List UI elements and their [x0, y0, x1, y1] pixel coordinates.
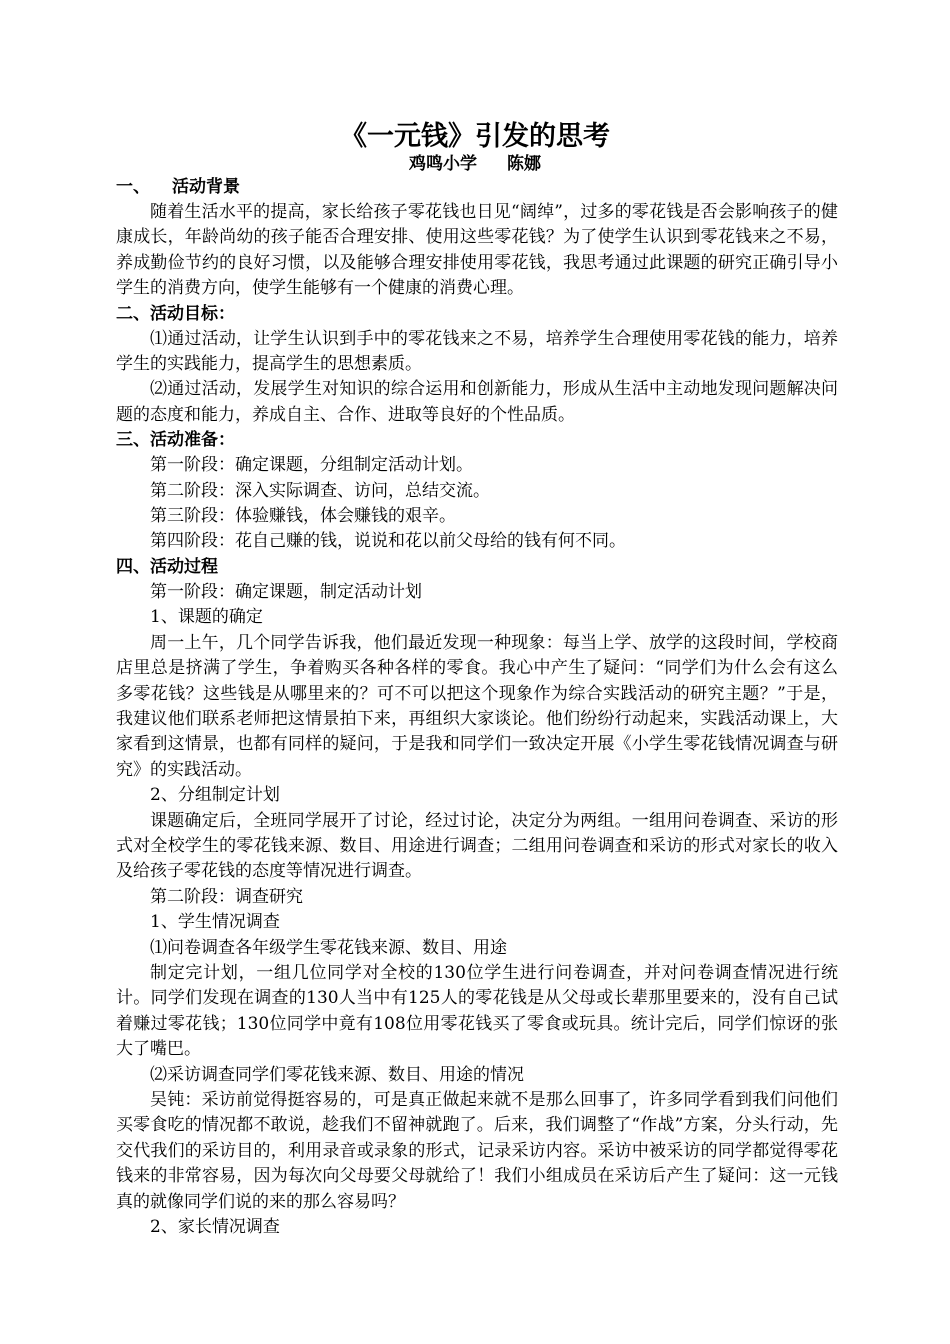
paragraph: 1、学生情况调查 — [150, 912, 280, 933]
paragraph: 制定完计划，一组几位同学对全校的130位学生进行问卷调查，并对问卷调查情况进行统计。同学们发现在调查的130人当中有125人的零花钱是从父母或长辈那里要来的，没有自己试着赚过零花钱；130位同学中竟有108位用零花钱买了零食或玩具。统计完后，同学们惊讶的张大了嘴巴。 — [116, 962, 838, 1060]
paragraph: 第一阶段：确定课题，分组制定活动计划。 — [150, 455, 473, 476]
paragraph: 第三阶段：体验赚钱，体会赚钱的艰辛。 — [150, 506, 456, 527]
paragraph: 第二阶段：深入实际调查、访问，总结交流。 — [150, 480, 490, 501]
paragraph: 第四阶段：花自己赚的钱，说说和花以前父母给的钱有何不同。 — [150, 531, 626, 552]
section-label: 活动背景 — [172, 177, 240, 197]
section-heading-goals: 二、活动目标： — [116, 303, 235, 324]
author-name: 陈娜 — [507, 154, 541, 174]
author-school: 鸡鸣小学 — [409, 154, 477, 174]
document-body — [116, 175, 838, 1240]
section-number: 一、 — [116, 177, 150, 197]
paragraph: ⑵通过活动，发展学生对知识的综合运用和创新能力，形成从生活中主动地发现问题解决问题的态度和能力，养成自主、合作、进取等良好的个性品质。 — [116, 379, 838, 425]
section-heading-process: 四、活动过程 — [116, 556, 218, 577]
paragraph: 2、家长情况调查 — [150, 1217, 280, 1238]
paragraph: 周一上午，几个同学告诉我，他们最近发现一种现象：每当上学、放学的这段时间，学校商店里总是挤满了学生，争着购买各种各样的零食。我心中产生了疑问：“同学们为什么会有这么多零花钱？这些钱是从哪里来的？可不可以把这个现象作为综合实践活动的研究主题？”于是，我建议他们联系老师把这情景拍下来，再组织大家谈论。他们纷纷行动起来，实践活动课上，大家看到这情景，也都有同样的疑问，于是我和同学们一致决定开展《小学生零花钱情况调查与研究》的实践活动。 — [116, 632, 838, 780]
paragraph: 第二阶段：调查研究 — [150, 886, 303, 907]
paragraph: 1、课题的确定 — [150, 607, 263, 628]
paragraph: ⑴问卷调查各年级学生零花钱来源、数目、用途 — [150, 937, 507, 958]
document-title: 《一元钱》引发的思考 — [340, 121, 610, 152]
author-line — [0, 153, 950, 175]
paragraph: ⑵采访调查同学们零花钱来源、数目、用途的情况 — [150, 1064, 524, 1085]
paragraph: ⑴通过活动，让学生认识到手中的零花钱来之不易，培养学生合理使用零花钱的能力，培养学生的实践能力，提高学生的思想素质。 — [116, 328, 838, 375]
section-heading-background — [116, 175, 838, 200]
paragraph: 2、分组制定计划 — [150, 785, 280, 806]
paragraph: 吴钝：采访前觉得挺容易的，可是真正做起来就不是那么回事了，许多同学看到我们问他们买零食吃的情况都不敢说，趁我们不留神就跑了。后来，我们调整了“作战”方案，分头行动，先交代我们的采访目的，利用录音或录象的形式，记录采访内容。采访中被采访的同学都觉得零花钱来的非常容易，因为每次向父母要父母就给了！我们小组成员在采访后产生了疑问：这一元钱真的就像同学们说的来的那么容易吗？ — [116, 1090, 838, 1212]
section-heading-preparation: 三、活动准备： — [116, 430, 235, 451]
paragraph: 随着生活水平的提高，家长给孩子零花钱也日见“阔绰”，过多的零花钱是否会影响孩子的健康成长，年龄尚幼的孩子能否合理安排、使用这些零花钱？为了使学生认识到零花钱来之不易，养成勤俭节约的良好习惯，以及能够合理安排使用零花钱，我思考通过此课题的研究正确引导小学生的消费方向，使学生能够有一个健康的消费心理。 — [116, 202, 838, 299]
paragraph: 课题确定后，全班同学展开了讨论，经过讨论，决定分为两组。一组用问卷调查、采访的形式对全校学生的零花钱来源、数目、用途进行调查；二组用问卷调查和采访的形式对家长的收入及给孩子零花钱的态度等情况进行调查。 — [116, 810, 838, 882]
paragraph: 第一阶段：确定课题，制定活动计划 — [150, 581, 422, 602]
